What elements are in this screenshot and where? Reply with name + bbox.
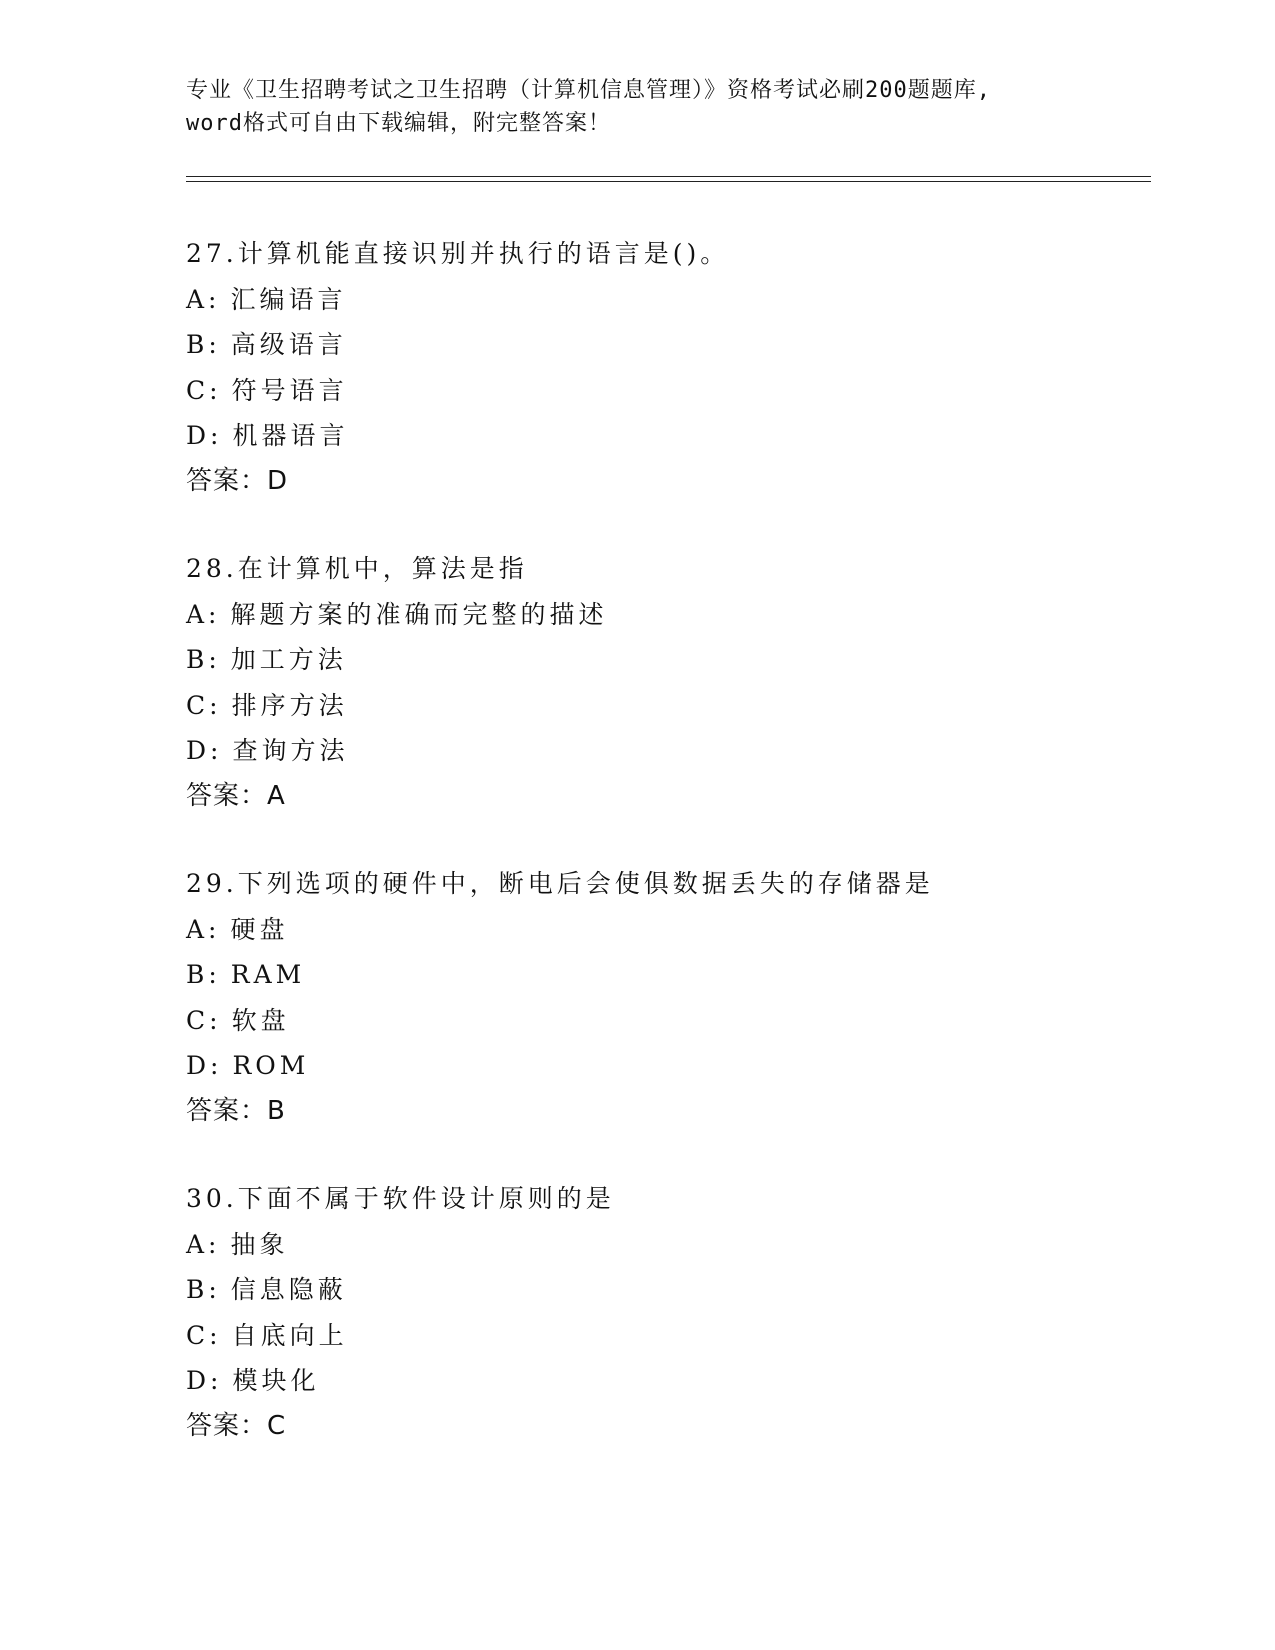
option-text: 解题方案的准确而完整的描述: [230, 599, 608, 629]
option-a: [186, 1222, 1186, 1268]
option-text: RAM: [230, 960, 306, 989]
option-key: C:: [186, 1320, 222, 1350]
option-key: D:: [186, 1051, 223, 1080]
option-text: 信息隐蔽: [230, 1275, 347, 1304]
option-a: [186, 277, 1186, 323]
option-text: 自底向上: [231, 1320, 348, 1350]
option-b: [186, 322, 1186, 368]
option-c: [186, 368, 1186, 414]
header-divider-bottom: [186, 181, 1151, 182]
option-text: 高级语言: [230, 330, 347, 359]
option-key: C:: [186, 1005, 222, 1035]
option-text: 排序方法: [231, 690, 348, 720]
question-list: [186, 231, 1186, 1491]
option-key: D:: [186, 736, 223, 765]
header-title-line-2: word格式可自由下载编辑，附完整答案！: [186, 111, 611, 136]
option-text: 硬盘: [230, 914, 289, 944]
option-a: [186, 592, 1186, 638]
option-text: 模块化: [232, 1366, 320, 1395]
option-d: [186, 413, 1186, 459]
option-text: 加工方法: [230, 645, 347, 674]
answer-line: 答案：A: [186, 780, 286, 811]
option-key: B:: [186, 330, 221, 359]
header-divider-top: [186, 176, 1151, 177]
option-key: B:: [186, 645, 221, 674]
answer-line: 答案：D: [186, 465, 289, 496]
option-b: [186, 952, 1186, 998]
option-key: A:: [186, 914, 221, 944]
option-d: [186, 728, 1186, 774]
option-text: 符号语言: [231, 375, 348, 405]
option-key: A:: [186, 1229, 221, 1259]
question-stem: 27.计算机能直接识别并执行的语言是()。: [186, 239, 730, 268]
question-stem: 28.在计算机中，算法是指: [186, 554, 528, 583]
option-b: [186, 637, 1186, 683]
option-key: B:: [186, 1275, 221, 1304]
header-title-line-1: 专业《卫生招聘考试之卫生招聘（计算机信息管理）》资格考试必刷200题题库,: [186, 78, 991, 103]
option-text: 抽象: [230, 1229, 289, 1259]
option-text: 软盘: [231, 1005, 290, 1035]
answer-line: 答案：B: [186, 1095, 286, 1126]
document-header: [186, 74, 1086, 140]
option-key: B:: [186, 960, 221, 989]
option-key: A:: [186, 284, 221, 314]
option-text: 查询方法: [232, 736, 349, 765]
question-27: [186, 231, 1186, 504]
question-stem: 29.下列选项的硬件中，断电后会使俱数据丢失的存储器是: [186, 869, 934, 898]
option-text: 汇编语言: [230, 284, 347, 314]
option-b: [186, 1267, 1186, 1313]
question-30: [186, 1176, 1186, 1449]
option-c: [186, 998, 1186, 1044]
answer-line: 答案：C: [186, 1410, 287, 1441]
option-key: D:: [186, 1366, 223, 1395]
question-28: [186, 546, 1186, 819]
option-c: [186, 1313, 1186, 1359]
option-text: ROM: [232, 1051, 310, 1080]
option-key: A:: [186, 599, 221, 629]
question-29: [186, 861, 1186, 1134]
option-key: C:: [186, 690, 222, 720]
option-d: [186, 1043, 1186, 1089]
option-d: [186, 1358, 1186, 1404]
option-text: 机器语言: [232, 421, 349, 450]
option-key: D:: [186, 421, 223, 450]
question-stem: 30.下面不属于软件设计原则的是: [186, 1184, 615, 1213]
option-a: [186, 907, 1186, 953]
option-c: [186, 683, 1186, 729]
option-key: C:: [186, 375, 222, 405]
